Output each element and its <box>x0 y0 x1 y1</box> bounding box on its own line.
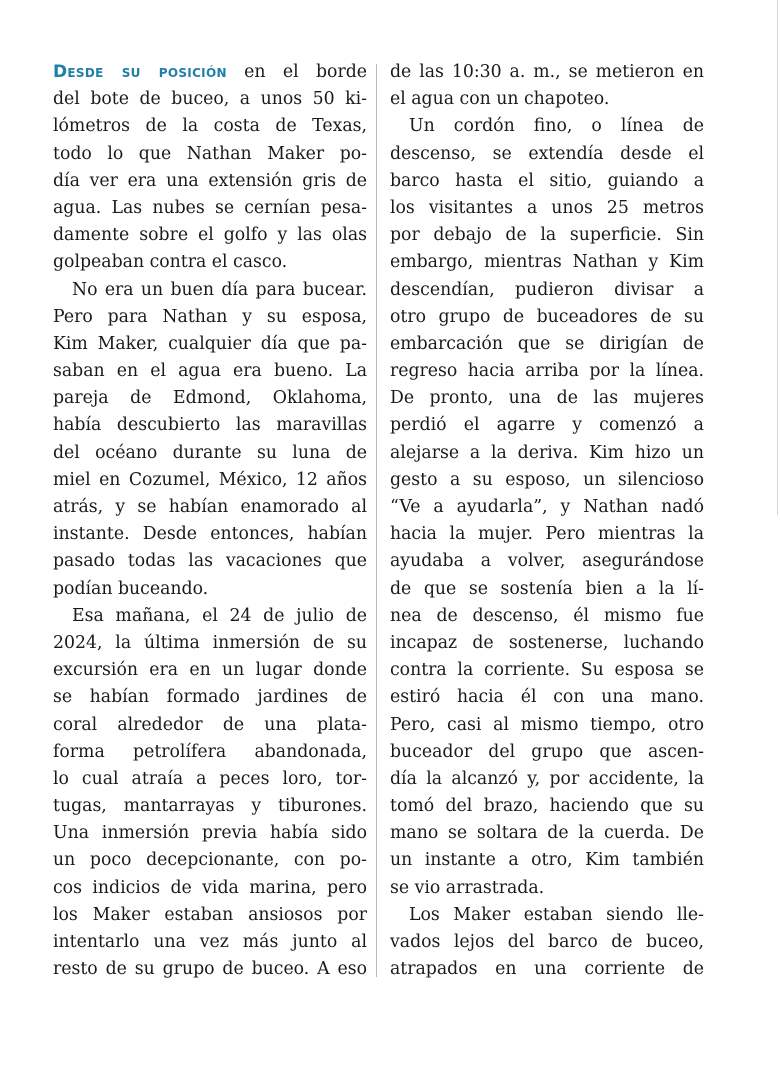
line-text: los Maker estaban ansiosos por <box>53 904 367 925</box>
line-text: Pero, casi al mismo tiempo, otro <box>390 714 704 735</box>
line-text: pareja de Edmond, Oklahoma, <box>53 388 367 409</box>
page-edge-divider <box>777 0 778 515</box>
line-text: lo cual atraía a peces loro, tor- <box>53 768 367 789</box>
text-line <box>390 929 704 956</box>
line-text: No era un buen día para bucear. <box>72 279 367 300</box>
text-line <box>390 820 704 847</box>
text-line <box>53 956 367 983</box>
text-line <box>53 195 367 222</box>
line-text: otro grupo de buceadores de su <box>390 306 704 327</box>
text-line <box>53 141 367 168</box>
line-text: Pero para Nathan y su esposa, <box>53 306 367 327</box>
text-line <box>53 440 367 467</box>
text-line <box>390 739 704 766</box>
line-text: todo lo que Nathan Maker po- <box>53 143 367 164</box>
line-text: forma petrolífera abandonada, <box>53 741 367 762</box>
text-line <box>390 304 704 331</box>
line-text: miel en Cozumel, México, 12 años <box>53 469 367 490</box>
line-text: damente sobre el golfo y las olas <box>53 225 367 246</box>
line-text: Los Maker estaban siendo lle- <box>409 904 704 925</box>
line-text: resto de su grupo de buceo. A eso <box>53 959 367 980</box>
text-line <box>53 521 367 548</box>
text-line <box>53 548 367 575</box>
text-line <box>390 766 704 793</box>
text-line <box>53 412 367 439</box>
line-text: día ver era una extensión gris de <box>53 170 367 191</box>
line-text: vados lejos del barco de buceo, <box>390 932 704 952</box>
line-text: perdió el agarre y comenzó a <box>390 415 704 436</box>
line-text: un instante a otro, Kim también <box>390 850 704 871</box>
text-line <box>390 331 704 358</box>
line-text: lómetros de la costa de Texas, <box>53 116 367 137</box>
text-line <box>53 630 367 657</box>
line-text: nea de descenso, él mismo fue <box>390 605 704 626</box>
line-text: buceador del grupo que ascen- <box>390 741 704 762</box>
text-line <box>390 222 704 249</box>
text-line <box>53 603 367 630</box>
line-text: agua. Las nubes se cernían pesa- <box>53 197 367 218</box>
text-line <box>53 820 367 847</box>
line-text: atrapados en una corriente de <box>390 959 704 980</box>
line-text: instante. Desde entonces, habían <box>53 524 367 545</box>
text-line <box>53 277 367 304</box>
lead-in: Desde su posición <box>53 62 227 82</box>
line-text: de las 10:30 a. m., se metieron en <box>390 62 704 82</box>
line-text: cos indicios de vida marina, pero <box>53 877 367 898</box>
text-line <box>390 440 704 467</box>
line-text: alejarse a la deriva. Kim hizo un <box>390 442 704 463</box>
line-text: embarcación que se dirigían de <box>390 333 704 354</box>
text-line <box>53 929 367 956</box>
line-text: descenso, se extendía desde el <box>390 143 704 164</box>
text-line <box>390 59 704 86</box>
text-line <box>53 494 367 521</box>
text-line <box>53 766 367 793</box>
line-text: regreso hacia arriba por la línea. <box>390 361 704 382</box>
text-line <box>390 712 704 739</box>
text-line <box>53 249 367 276</box>
text-line <box>390 847 704 874</box>
line-text: incapaz de sostenerse, luchando <box>390 632 704 653</box>
line-text: de que se sostenía bien a la lí- <box>390 578 704 599</box>
line-text: día la alcanzó y, por accidente, la <box>390 768 704 789</box>
text-line <box>390 494 704 521</box>
line-text: del bote de buceo, a unos 50 ki- <box>53 89 367 110</box>
text-line <box>390 385 704 412</box>
text-line <box>53 684 367 711</box>
text-line <box>53 358 367 385</box>
text-line <box>53 59 367 86</box>
text-line <box>390 576 704 603</box>
text-line <box>390 521 704 548</box>
text-line <box>390 467 704 494</box>
line-text: coral alrededor de una plata- <box>53 714 367 735</box>
text-line <box>390 249 704 276</box>
text-line <box>390 956 704 983</box>
line-text: atrás, y se habían enamorado al <box>53 497 367 517</box>
line-text: del océano durante su luna de <box>53 442 367 463</box>
line-text: se vio arrastrada. <box>390 877 545 898</box>
line-text: De pronto, una de las mujeres <box>390 388 704 409</box>
text-line <box>53 902 367 929</box>
line-text: podían buceando. <box>53 578 209 599</box>
text-line <box>53 467 367 494</box>
text-line <box>53 712 367 739</box>
text-line <box>390 195 704 222</box>
line-text: en el borde <box>226 62 368 82</box>
line-text: pasado todas las vacaciones que <box>53 551 367 572</box>
line-text: intentarlo una vez más junto al <box>53 932 367 952</box>
line-text: los visitantes a unos 25 metros <box>390 197 704 218</box>
text-line <box>53 875 367 902</box>
line-text: golpeaban contra el casco. <box>53 252 288 273</box>
text-line <box>53 331 367 358</box>
line-text: por debajo de la superficie. Sin <box>390 225 704 246</box>
text-line <box>53 385 367 412</box>
text-line <box>53 793 367 820</box>
article-column-right <box>390 59 704 983</box>
text-line <box>53 168 367 195</box>
text-line <box>390 113 704 140</box>
text-line <box>390 684 704 711</box>
line-text: había descubierto las maravillas <box>53 415 367 436</box>
text-line <box>53 222 367 249</box>
line-text: excursión era en un lugar donde <box>53 660 367 681</box>
text-line <box>53 86 367 113</box>
text-line <box>390 793 704 820</box>
line-text: tugas, mantarrayas y tiburones. <box>53 796 367 817</box>
line-text: estiró hacia él con una mano. <box>390 687 704 708</box>
text-line <box>390 875 704 902</box>
text-line <box>390 548 704 575</box>
text-line <box>390 603 704 630</box>
column-rule <box>376 64 377 977</box>
text-line <box>390 902 704 929</box>
text-line <box>53 657 367 684</box>
line-text: descendían, pudieron divisar a <box>390 279 704 300</box>
article-column-left <box>53 59 367 983</box>
line-text: “Ve a ayudarla”, y Nathan nadó <box>390 497 704 517</box>
line-text: Una inmersión previa había sido <box>53 823 367 844</box>
line-text: un poco decepcionante, con po- <box>53 850 367 871</box>
text-line <box>390 168 704 195</box>
line-text: Kim Maker, cualquier día que pa- <box>53 333 367 354</box>
line-text: se habían formado jardines de <box>53 687 367 708</box>
line-text: embargo, mientras Nathan y Kim <box>390 252 704 273</box>
text-line <box>390 141 704 168</box>
text-line <box>53 113 367 140</box>
text-line <box>53 739 367 766</box>
text-line <box>390 86 704 113</box>
line-text: gesto a su esposo, un silencioso <box>390 469 704 490</box>
line-text: hacia la mujer. Pero mientras la <box>390 524 704 545</box>
text-line <box>53 847 367 874</box>
line-text: tomó del brazo, haciendo que su <box>390 796 704 817</box>
line-text: mano se soltara de la cuerda. De <box>390 823 704 844</box>
line-text: el agua con un chapoteo. <box>390 89 610 110</box>
line-text: contra la corriente. Su esposa se <box>390 660 704 681</box>
line-text: saban en el agua era bueno. La <box>53 361 367 382</box>
text-line <box>390 277 704 304</box>
line-text: 2024, la última inmersión de su <box>53 632 367 653</box>
text-line <box>53 304 367 331</box>
line-text: Esa mañana, el 24 de julio de <box>72 605 367 626</box>
line-text: ayudaba a volver, asegurándose <box>390 551 704 572</box>
text-line <box>390 412 704 439</box>
line-text: barco hasta el sitio, guiando a <box>390 170 704 191</box>
text-line <box>390 358 704 385</box>
text-line <box>390 630 704 657</box>
text-line <box>390 657 704 684</box>
line-text: Un cordón fino, o línea de <box>409 116 704 137</box>
text-line <box>53 576 367 603</box>
